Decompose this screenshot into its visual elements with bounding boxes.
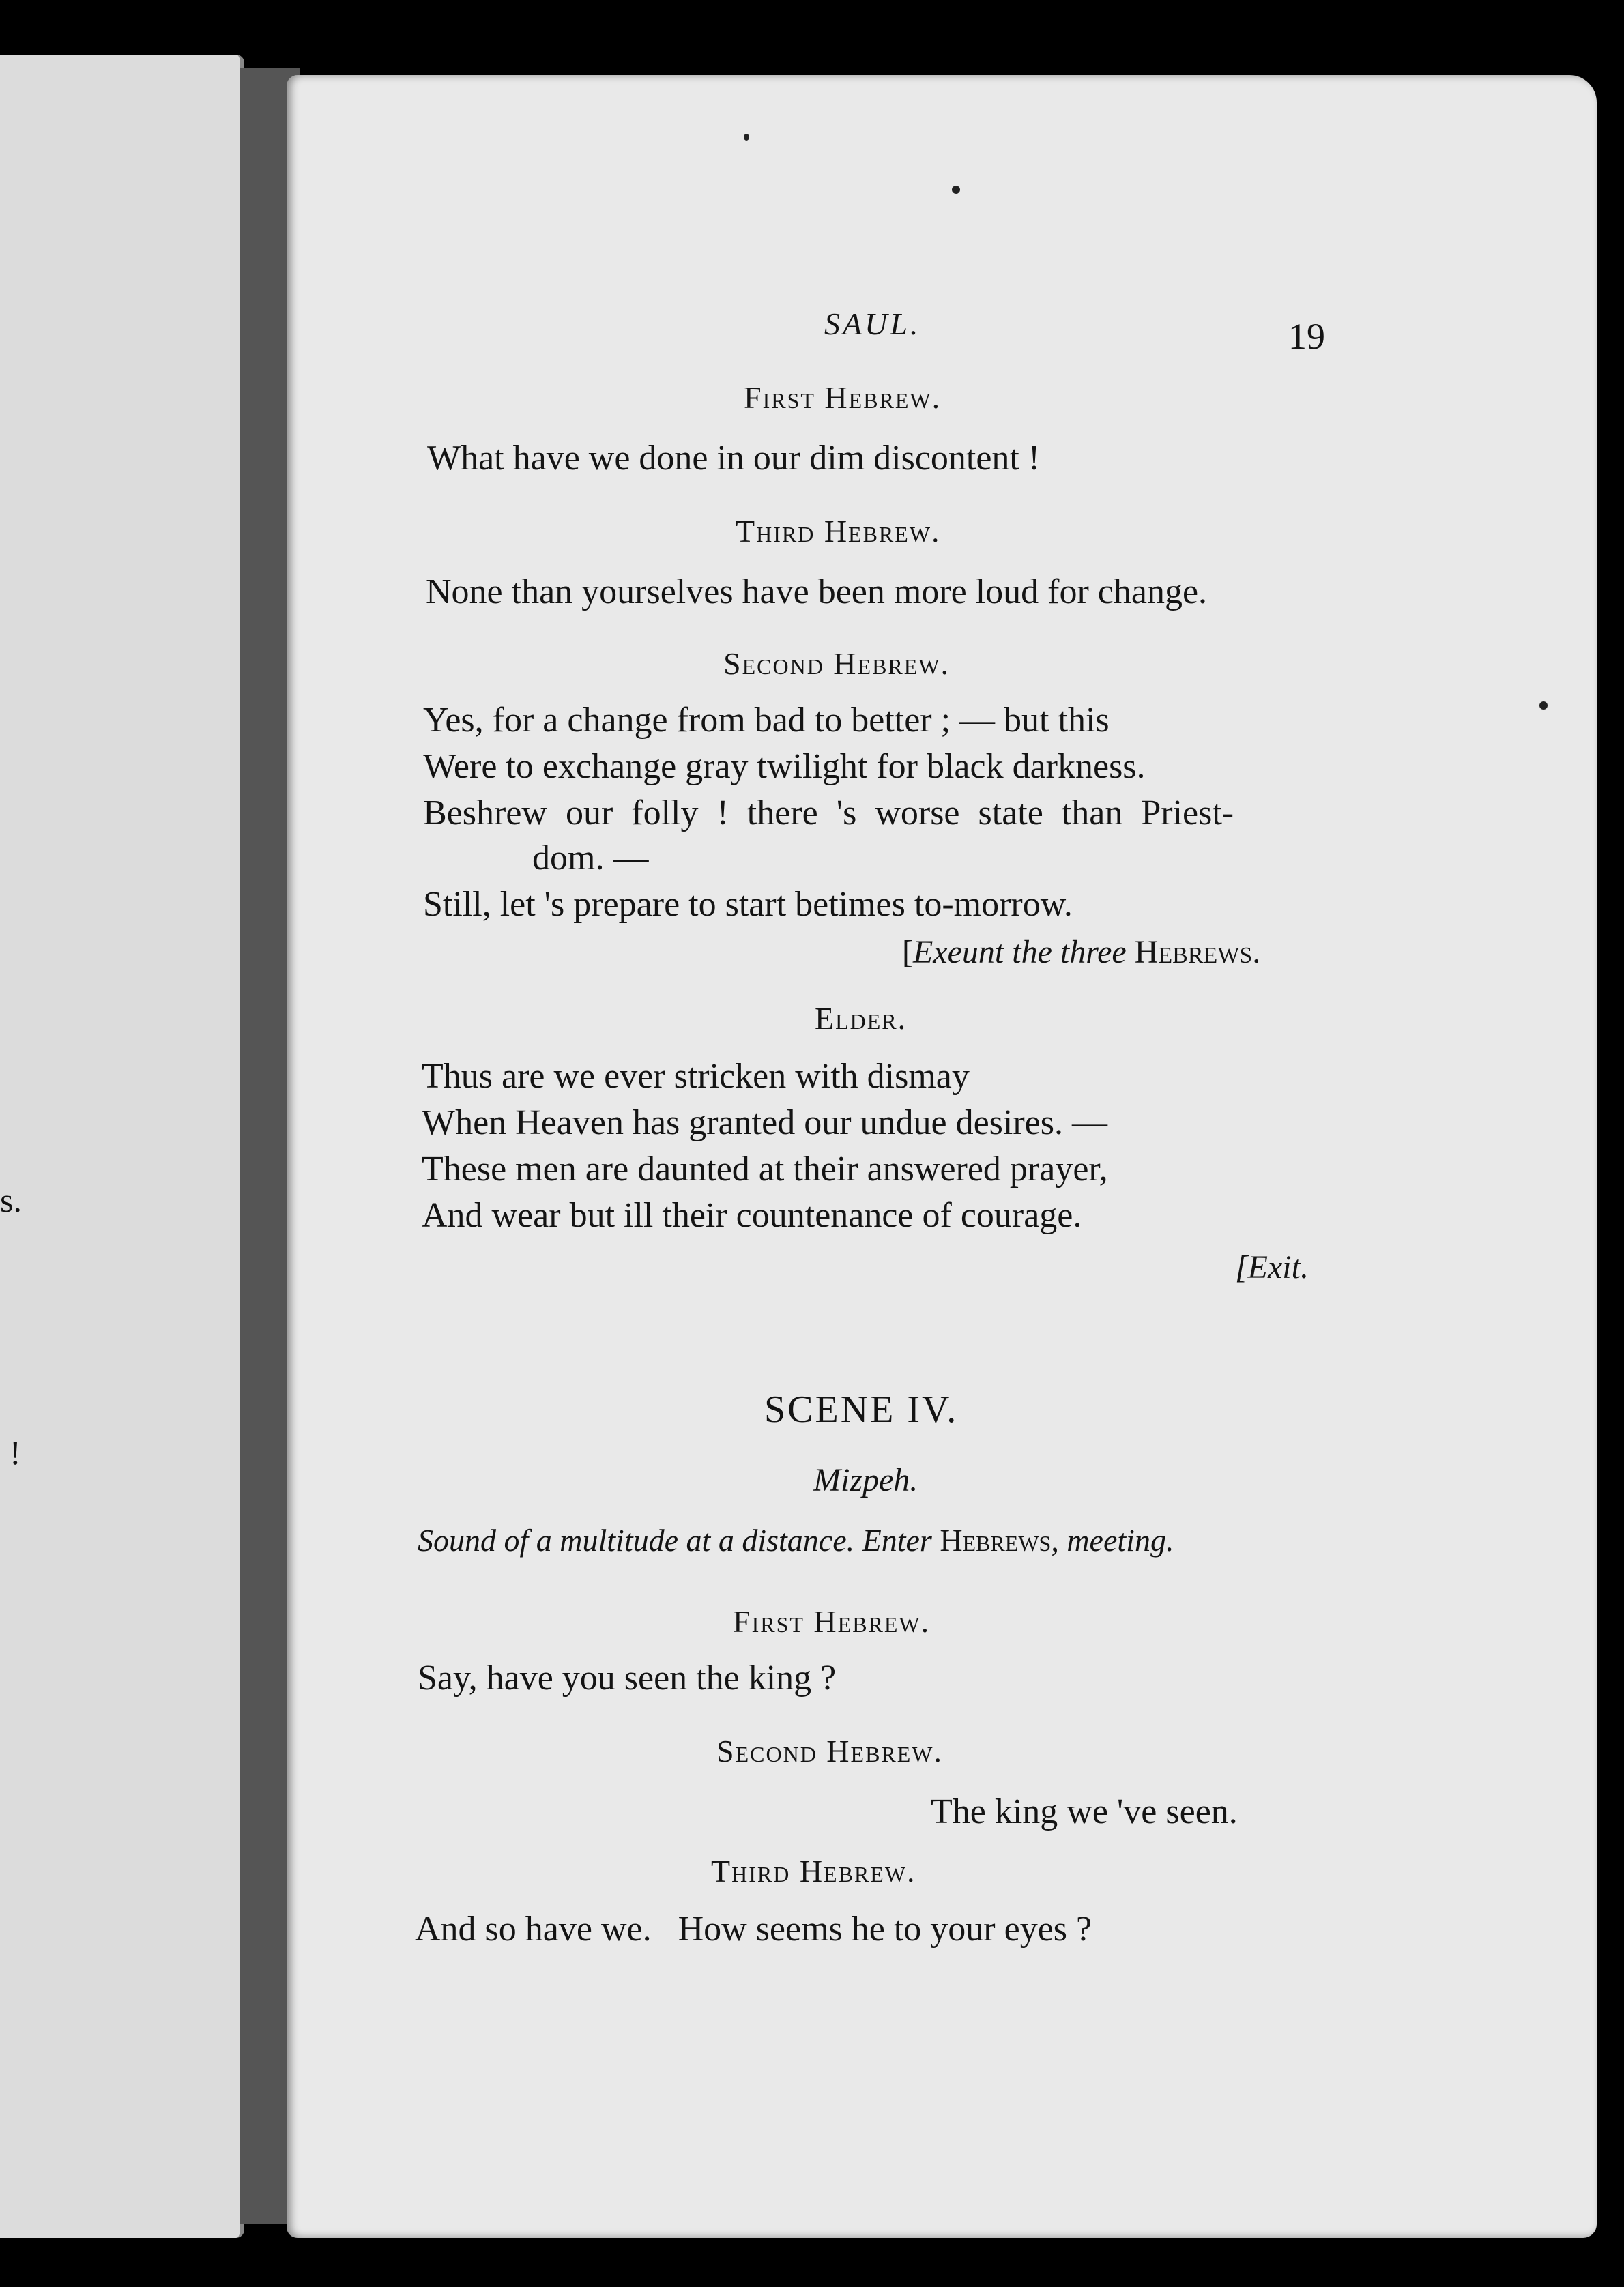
verse-line: Still, let 's prepare to start betimes to-morrow. (423, 885, 1073, 924)
verse-line: dom. — (532, 839, 649, 877)
scene-direction (418, 1519, 1174, 1562)
verse-line: Beshrew our folly ! there 's worse state than Priest- (423, 793, 1234, 832)
stage-direction-names: Hebrews. (1134, 934, 1261, 970)
left-page-fragment: s. (0, 1181, 22, 1219)
verse-line: These men are daunted at their answered prayer, (422, 1150, 1108, 1189)
scene-direction-names: Hebrews, (940, 1523, 1059, 1558)
stage-direction (902, 931, 1260, 974)
scene-title: SCENE IV. (764, 1388, 959, 1431)
speaker-name: Third Hebrew. (736, 514, 941, 549)
verse-line: What have we done in our dim discontent ! (427, 439, 1041, 478)
speaker-name: First Hebrew. (744, 380, 942, 415)
speaker-name: First Hebrew. (733, 1604, 931, 1639)
speaker-name: Second Hebrew. (723, 646, 951, 681)
running-header-title: SAUL. (824, 306, 921, 341)
stage-direction-text: Exeunt the three (912, 934, 1127, 970)
scene-direction-text: Sound of a multitude at a distance. Enter (418, 1523, 932, 1558)
page-number: 19 (1288, 316, 1325, 357)
verse-line: Were to exchange gray twilight for black darkness. (423, 747, 1146, 786)
scene-direction-text: meeting. (1067, 1523, 1174, 1558)
speaker-name: Elder. (815, 1001, 908, 1036)
stage-direction-bracket: [ (902, 934, 913, 970)
verse-line: When Heaven has granted our undue desires. — (422, 1103, 1107, 1142)
verse-line: The king we 've seen. (931, 1792, 1238, 1831)
verse-line: Thus are we ever stricken with dismay (422, 1057, 970, 1096)
verse-line: Yes, for a change from bad to better ; — but this (423, 701, 1110, 740)
verse-line: And so have we. How seems he to your eyes ? (415, 1910, 1092, 1949)
verse-line: And wear but ill their countenance of courage. (422, 1196, 1082, 1235)
verse-line: None than yourselves have been more loud for change. (426, 572, 1208, 611)
left-page-fragment: ! (10, 1433, 21, 1472)
verse-line: Say, have you seen the king ? (418, 1659, 837, 1698)
exit-direction: [Exit. (1235, 1249, 1309, 1285)
speaker-name: Third Hebrew. (711, 1854, 916, 1889)
speaker-name: Second Hebrew. (716, 1734, 944, 1768)
scene-location: Mizpeh. (813, 1462, 918, 1498)
